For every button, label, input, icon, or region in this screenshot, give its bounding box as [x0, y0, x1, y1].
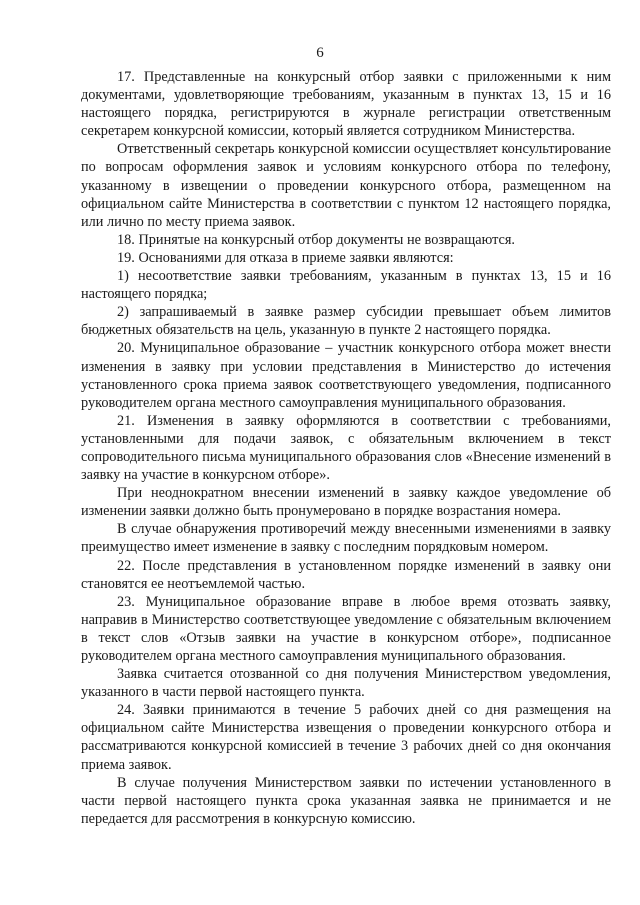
paragraph-19: 19. Основаниями для отказа в приеме заявки являются:	[117, 249, 454, 266]
paragraph-24: 24. Заявки принимаются в течение 5 рабочих дней со дня размещения на официальном сайте Министерства извещения о проведении конкурсного отбора и рассматриваются конкурсной комиссией в течение 3 рабочих дней со дня окончания приема заявок.	[81, 702, 611, 773]
page-number: 6	[316, 45, 324, 61]
paragraph-22: 22. После представления в установленном порядке изменений в заявку они становятся ее неотъемлемой частью.	[81, 557, 611, 592]
paragraph-23-withdrawal-date: Заявка считается отозванной со дня получения Министерством уведомления, указанного в части первой настоящего пункта.	[81, 666, 611, 701]
paragraph-21-contradictions: В случае обнаружения противоречий между внесенными изменениями в заявку преимущество имеет изменение в заявку с последним порядковым номером.	[81, 521, 611, 556]
document-body	[81, 68, 611, 828]
paragraph-20: 20. Муниципальное образование – участник конкурсного отбора может внести изменения в заявку при условии представления в Министерство до истечения установленного срока приема заявок соответствующего уведомления, подписанного руководителем органа местного самоуправления муниципального образования.	[81, 340, 611, 411]
paragraph-23: 23. Муниципальное образование вправе в любое время отозвать заявку, направив в Министерство соответствующее уведомление с обязательным включением в текст слов «Отзыв заявки на участие в конкурсном отборе», подписанное руководителем органа местного самоуправления муниципального образования.	[81, 593, 611, 664]
paragraph-18: 18. Принятые на конкурсный отбор документы не возвращаются.	[117, 231, 516, 248]
paragraph-24-late-submission: В случае получения Министерством заявки по истечении установленного в части первой настоящего пункта срока указанная заявка не принимается и не передается для рассмотрения в конкурсную комиссию.	[81, 774, 611, 827]
paragraph-19-item-1: 1) несоответствие заявки требованиям, указанным в пунктах 13, 15 и 16 настоящего порядка;	[81, 268, 611, 303]
paragraph-21-repeated-changes: При неоднократном внесении изменений в заявку каждое уведомление об изменении заявки должно быть пронумеровано в порядке возрастания номера.	[81, 485, 611, 520]
paragraph-17: 17. Представленные на конкурсный отбор заявки с приложенными к ним документами, удовлетворяющие требованиям, указанным в пунктах 13, 15 и 16 настоящего порядка, регистрируются в журнале регистрации ответственным секретарем конкурсной комиссии, который является сотрудником Министерства.	[81, 69, 611, 140]
paragraph-21: 21. Изменения в заявку оформляются в соответствии с требованиями, установленными для подачи заявок, с обязательным включением в текст сопроводительного письма муниципального образования слов «Внесение изменений в заявку на участие в конкурсном отборе».	[81, 412, 611, 484]
paragraph-19-item-2: 2) запрашиваемый в заявке размер субсидии превышает объем лимитов бюджетных обязательств на цель, указанную в пункте 2 настоящего порядка.	[81, 304, 611, 339]
paragraph-17-secretary: Ответственный секретарь конкурсной комиссии осуществляет консультирование по вопросам оформления заявок и условиям конкурсного отбора по телефону, указанному в извещении о проведении конкурсного отбора, размещенном на официальном сайте Министерства в соответствии с пунктом 12 настоящего порядка, или лично по месту приема заявок.	[81, 141, 611, 230]
